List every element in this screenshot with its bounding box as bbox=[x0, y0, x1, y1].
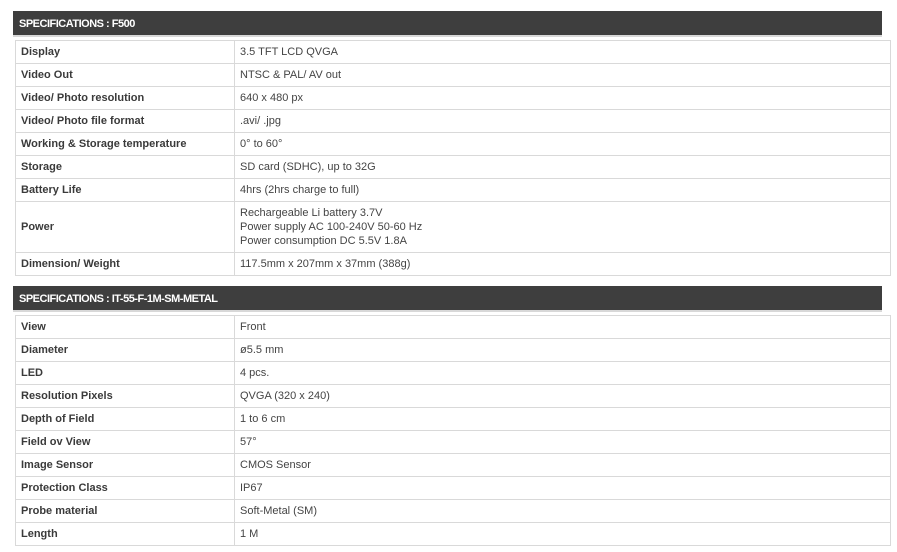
table-row bbox=[16, 202, 891, 253]
row-value: NTSC & PAL/ AV out bbox=[235, 64, 891, 87]
row-value: 117.5mm x 207mm x 37mm (388g) bbox=[235, 253, 891, 276]
row-value: Front bbox=[235, 316, 891, 339]
table-row bbox=[16, 64, 891, 87]
row-label: View bbox=[16, 316, 235, 339]
table-row bbox=[16, 431, 891, 454]
row-label: Video/ Photo resolution bbox=[16, 87, 235, 110]
table-row bbox=[16, 339, 891, 362]
table-row bbox=[16, 156, 891, 179]
row-label: Length bbox=[16, 523, 235, 546]
spec-section-it55 bbox=[13, 286, 891, 546]
table-row bbox=[16, 408, 891, 431]
table-row bbox=[16, 477, 891, 500]
row-label: Protection Class bbox=[16, 477, 235, 500]
spec-table bbox=[15, 40, 891, 276]
section-title: SPECIFICATIONS : IT-55-F-1M-SM-METAL bbox=[13, 286, 882, 312]
table-row bbox=[16, 110, 891, 133]
spec-table bbox=[15, 315, 891, 546]
row-value-multiline bbox=[235, 202, 891, 253]
table-row bbox=[16, 41, 891, 64]
row-value: IP67 bbox=[235, 477, 891, 500]
table-row bbox=[16, 454, 891, 477]
row-value: 3.5 TFT LCD QVGA bbox=[235, 41, 891, 64]
row-label: Power bbox=[16, 202, 235, 253]
row-label: Diameter bbox=[16, 339, 235, 362]
row-label: Battery Life bbox=[16, 179, 235, 202]
table-row bbox=[16, 133, 891, 156]
row-label: LED bbox=[16, 362, 235, 385]
power-line: Rechargeable Li battery 3.7V bbox=[240, 207, 383, 219]
row-value: 640 x 480 px bbox=[235, 87, 891, 110]
power-line: Power supply AC 100-240V 50-60 Hz bbox=[240, 221, 423, 233]
row-label: Image Sensor bbox=[16, 454, 235, 477]
row-label: Display bbox=[16, 41, 235, 64]
row-label: Dimension/ Weight bbox=[16, 253, 235, 276]
table-row bbox=[16, 362, 891, 385]
row-value: .avi/ .jpg bbox=[235, 110, 891, 133]
table-row bbox=[16, 385, 891, 408]
row-label: Depth of Field bbox=[16, 408, 235, 431]
spec-section-f500 bbox=[13, 11, 891, 276]
table-row bbox=[16, 500, 891, 523]
row-label: Probe material bbox=[16, 500, 235, 523]
row-label: Video/ Photo file format bbox=[16, 110, 235, 133]
row-label: Storage bbox=[16, 156, 235, 179]
table-row bbox=[16, 253, 891, 276]
section-title: SPECIFICATIONS : F500 bbox=[13, 11, 882, 37]
table-row bbox=[16, 523, 891, 546]
row-value: 0° to 60° bbox=[235, 133, 891, 156]
row-label: Video Out bbox=[16, 64, 235, 87]
row-value: 4hrs (2hrs charge to full) bbox=[235, 179, 891, 202]
row-value: SD card (SDHC), up to 32G bbox=[235, 156, 891, 179]
row-value: Soft-Metal (SM) bbox=[235, 500, 891, 523]
table-row bbox=[16, 87, 891, 110]
row-value: QVGA (320 x 240) bbox=[235, 385, 891, 408]
row-label: Field ov View bbox=[16, 431, 235, 454]
row-value: ø5.5 mm bbox=[235, 339, 891, 362]
row-value: CMOS Sensor bbox=[235, 454, 891, 477]
row-label: Working & Storage temperature bbox=[16, 133, 235, 156]
row-value: 57° bbox=[235, 431, 891, 454]
row-label: Resolution Pixels bbox=[16, 385, 235, 408]
row-value: 1 M bbox=[235, 523, 891, 546]
row-value: 1 to 6 cm bbox=[235, 408, 891, 431]
table-row bbox=[16, 179, 891, 202]
power-line: Power consumption DC 5.5V 1.8A bbox=[240, 235, 407, 247]
table-row bbox=[16, 316, 891, 339]
row-value: 4 pcs. bbox=[235, 362, 891, 385]
